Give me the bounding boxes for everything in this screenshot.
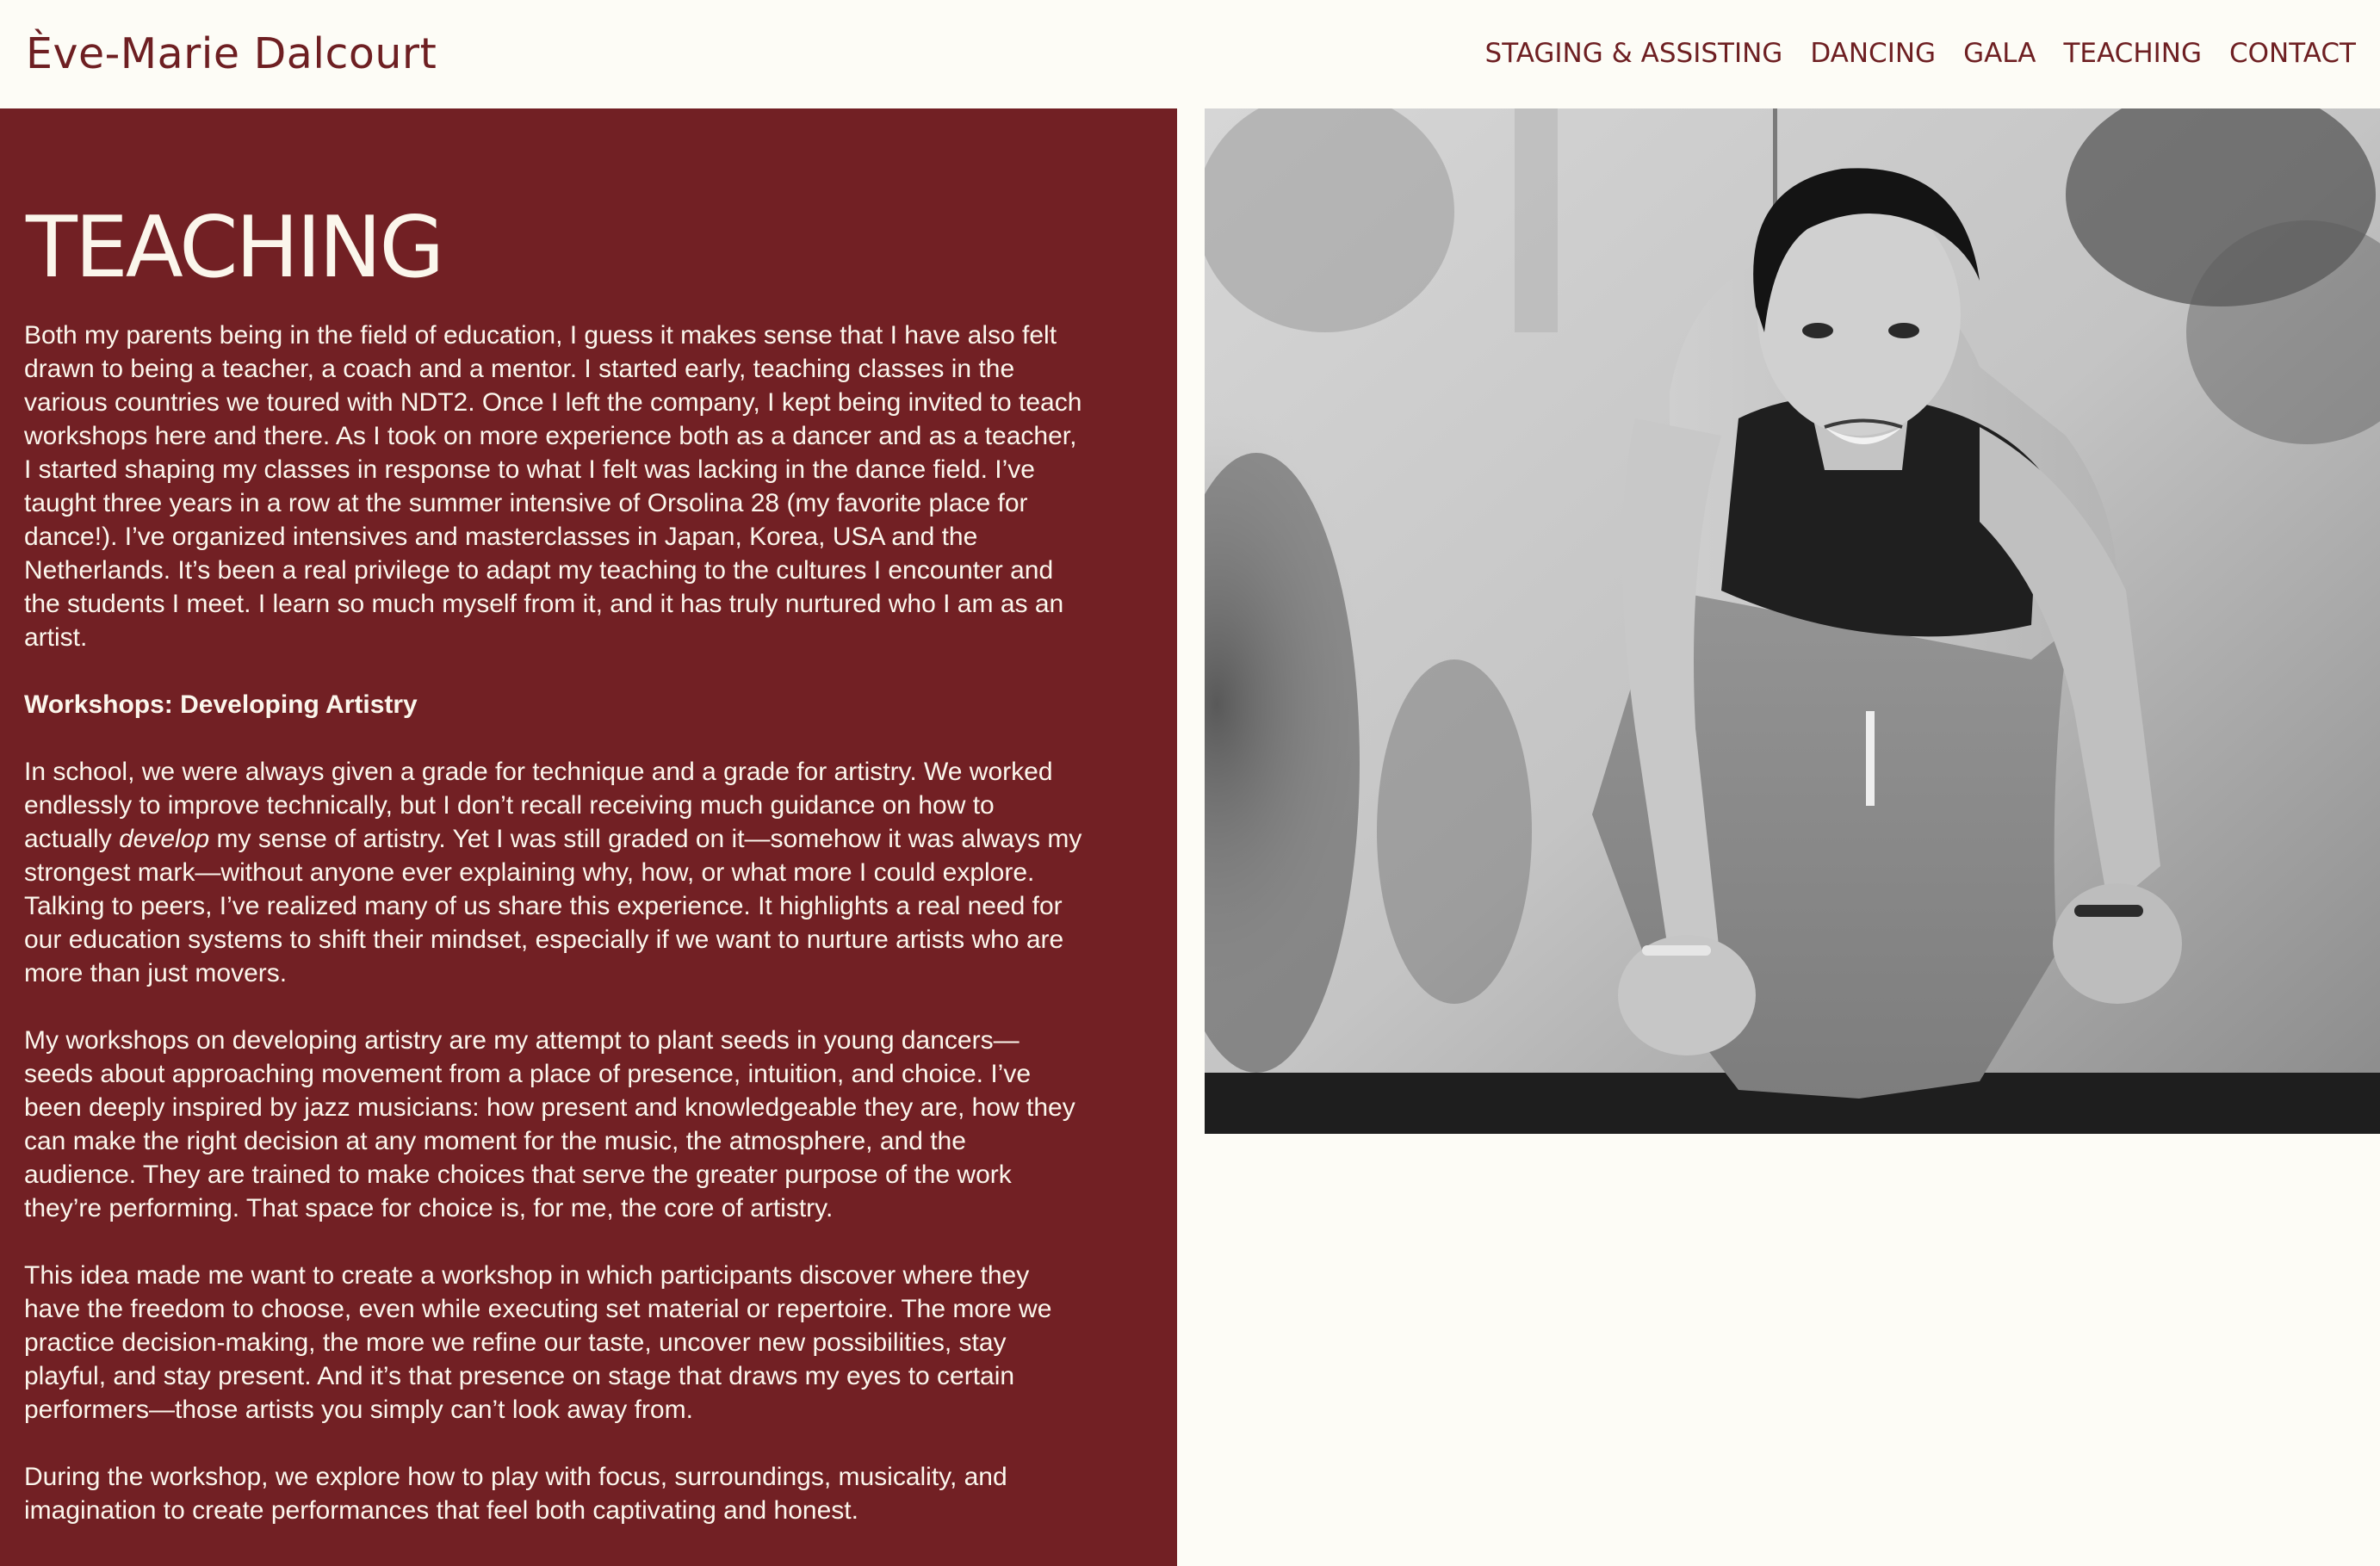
nav-item-gala[interactable]: GALA bbox=[1963, 38, 2036, 69]
nav-item-dancing[interactable]: DANCING bbox=[1810, 38, 1937, 69]
nav-item-teaching[interactable]: TEACHING bbox=[2063, 38, 2202, 69]
artistry-text-start: In school, we were always given a grade for technique and a grade for artistry. We worked endlessly to improve technically, but I don’t recall receiving much guidance on how to actually bbox=[24, 758, 1053, 853]
intro-paragraph: Both my parents being in the field of education, I guess it makes sense that I have also felt drawn to being a teacher, a coach and a mentor. I started early, teaching classes in the various countries we toured with NDT2. Once I left the company, I kept being invited to teach workshops here and there. As I took on more experience both as a dancer and as a teacher, I started shaping my classes in response to what I felt was lacking in the dance field. I’ve taught three years in a row at the summer intensive of Orsolina 28 (my favorite place for dance!). I’ve organized intensives and masterclasses in Japan, Korea, USA and the Netherlands. It’s been a real privilege to adapt my teaching to the cultures I encounter and the students I meet. I learn so much myself from it, and it has truly nurtured who I am as an artist. bbox=[24, 321, 1082, 652]
page-title: TEACHING bbox=[26, 199, 443, 297]
workshop-heading: Workshops: Developing Artistry bbox=[24, 690, 418, 719]
nav-item-staging-assisting[interactable]: STAGING & ASSISTING bbox=[1484, 38, 1783, 69]
main-nav bbox=[1485, 34, 2356, 72]
teacher-photo-image bbox=[1205, 108, 2380, 1134]
decision-paragraph: This idea made me want to create a workshop in which participants discover where they have the freedom to choose, even while executing set material or repertoire. The more we practice decision-making, the more we refine our taste, uncover new possibilities, stay playful, and stay present. And it’s that presence on stage that draws my eyes to certain performers—those artists you simply can’t look away from. bbox=[24, 1261, 1052, 1424]
artistry-emphasis: develop bbox=[119, 825, 210, 853]
artistry-text-end: my sense of artistry. Yet I was still graded on it—somehow it was always my strongest mark—without anyone ever explaining why, how, or what more I could explore. Talking to peers, I’ve realized many of us share this experience. It highlights a real need for our education systems to shift their mindset, especially if we want to nurture artists who are more than just movers. bbox=[24, 825, 1082, 987]
teaching-content bbox=[24, 319, 1083, 1561]
site-title-link[interactable]: Ève-Marie Dalcourt bbox=[26, 29, 437, 78]
teacher-photo bbox=[1205, 108, 2380, 1134]
nav-item-contact[interactable]: CONTACT bbox=[2228, 38, 2356, 69]
teaching-text-panel bbox=[0, 108, 1177, 1566]
explore-paragraph: During the workshop, we explore how to play with focus, surroundings, musicality, and imagination to create performances that feel both captivating and honest. bbox=[24, 1463, 1007, 1525]
workshop-paragraph: My workshops on developing artistry are my attempt to plant seeds in young dancers—seeds about approaching movement from a place of presence, intuition, and choice. I’ve been deeply inspired by jazz musicians: how present and knowledgeable they are, how they can make the right decision at any moment for the music, the atmosphere, and the audience. They are trained to make choices that serve the greater purpose of the work they’re performing. That space for choice is, for me, the core of artistry. bbox=[24, 1026, 1075, 1222]
site-header bbox=[0, 0, 2380, 108]
artistry-paragraph bbox=[24, 755, 1083, 990]
